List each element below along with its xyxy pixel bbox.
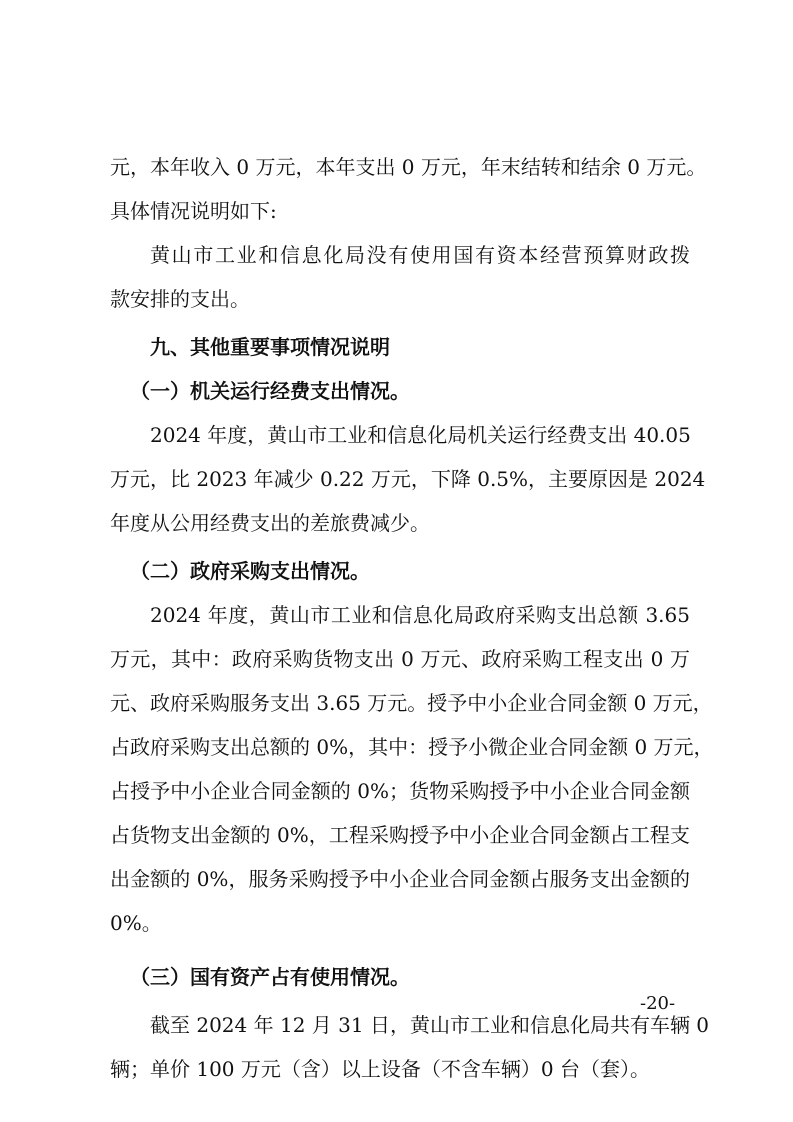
sub2-line-8: 0%。 [110,911,162,935]
state-capital-line-1: 黄山市工业和信息化局没有使用国有资本经营预算财政拨 [150,243,690,267]
sub1-line-3: 年度从公用经费支出的差旅费减少。 [110,511,430,535]
sub2-line-5: 占授予中小企业合同金额的 0%；货物采购授予中小企业合同金额 [110,779,690,803]
intro-line-2: 具体情况说明如下: [110,199,277,223]
sub2-line-1: 2024 年度，黄山市工业和信息化局政府采购支出总额 3.65 [150,603,690,627]
sub1-heading: （一）机关运行经费支出情况。 [130,379,410,403]
state-capital-line-2: 款安排的支出。 [110,287,250,311]
page-number: -20- [640,993,676,1014]
sub2-line-7: 出金额的 0%，服务采购授予中小企业合同金额占服务支出金额的 [110,867,690,891]
sub2-line-2: 万元，其中：政府采购货物支出 0 万元、政府采购工程支出 0 万 [110,647,690,671]
sub2-heading: （二）政府采购支出情况。 [130,559,370,583]
sub1-line-2: 万元，比 2023 年减少 0.22 万元，下降 0.5%，主要原因是 2024 [110,467,706,491]
section-nine-heading: 九、其他重要事项情况说明 [150,335,390,359]
intro-line-1: 元，本年收入 0 万元，本年支出 0 万元，年末结转和结余 0 万元。 [110,155,707,179]
sub2-line-4: 占政府采购支出总额的 0%，其中：授予小微企业合同金额 0 万元， [110,735,714,759]
sub3-line-1: 截至 2024 年 12 月 31 日，黄山市工业和信息化局共有车辆 0 [150,1013,710,1037]
sub3-line-2: 辆；单价 100 万元（含）以上设备（不含车辆）0 台（套）。 [110,1057,650,1081]
document-body [110,145,714,1091]
sub1-line-1: 2024 年度，黄山市工业和信息化局机关运行经费支出 40.05 [150,423,691,447]
sub2-line-3: 元、政府采购服务支出 3.65 万元。授予中小企业合同金额 0 万元， [110,691,713,715]
sub3-heading: （三）国有资产占有使用情况。 [130,965,410,989]
sub2-line-6: 占货物支出金额的 0%，工程采购授予中小企业合同金额占工程支 [110,823,690,847]
